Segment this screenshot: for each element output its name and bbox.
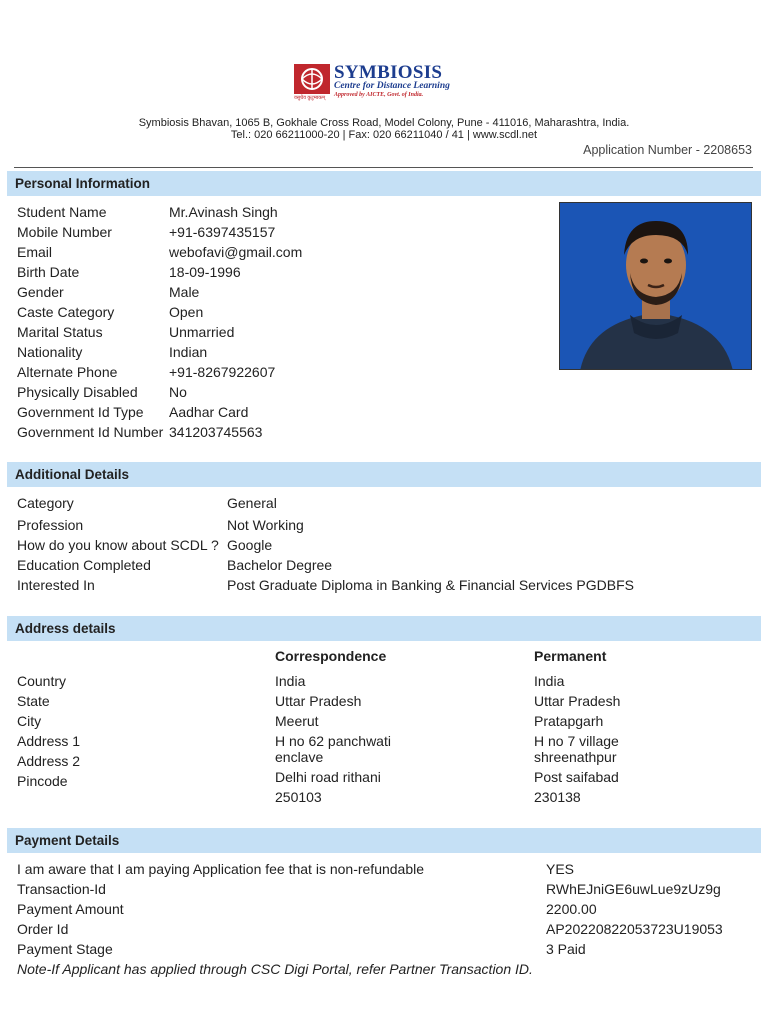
- label-how-know-scdl: How do you know about SCDL ?: [17, 537, 219, 553]
- value-fee-awareness: YES: [546, 861, 575, 877]
- value-caste-category: Open: [169, 304, 204, 320]
- permanent-address-1-cont: shreenathpur: [534, 749, 617, 765]
- value-category: General: [227, 495, 277, 511]
- logo-subtitle: Centre for Distance Learning: [334, 81, 450, 91]
- logo-approved: Approved by AICTE, Govt. of India.: [334, 92, 424, 98]
- header-divider: [14, 167, 753, 168]
- value-government-id-number: 341203745563: [169, 424, 263, 440]
- label-mobile-number: Mobile Number: [17, 224, 112, 240]
- label-order-id: Order Id: [17, 921, 69, 937]
- section-payment-details: Payment Details: [7, 828, 761, 853]
- value-gender: Male: [169, 284, 200, 300]
- label-payment-amount: Payment Amount: [17, 901, 124, 917]
- permanent-country: India: [534, 673, 565, 689]
- application-number: Application Number - 2208653: [583, 143, 752, 157]
- permanent-city: Pratapgarh: [534, 713, 604, 729]
- label-category: Category: [17, 495, 74, 511]
- correspondence-pincode: 250103: [275, 789, 322, 805]
- label-interested-in: Interested In: [17, 577, 95, 593]
- address-line-1: Symbiosis Bhavan, 1065 B, Gokhale Cross Road, Model Colony, Pune - 411016, Maharashtra, India.: [138, 117, 630, 129]
- label-pincode: Pincode: [17, 773, 68, 789]
- label-government-id-number: Government Id Number: [17, 424, 164, 440]
- student-portrait-image: [560, 203, 752, 370]
- label-state: State: [17, 693, 50, 709]
- label-transaction-id: Transaction-Id: [17, 881, 106, 897]
- value-order-id: AP20220822053723U19053: [546, 921, 723, 937]
- label-alternate-phone: Alternate Phone: [17, 364, 118, 380]
- label-birth-date: Birth Date: [17, 264, 80, 280]
- label-address-2: Address 2: [17, 753, 81, 769]
- label-gender: Gender: [17, 284, 64, 300]
- label-email: Email: [17, 244, 53, 260]
- value-payment-amount: 2200.00: [546, 901, 597, 917]
- label-education-completed: Education Completed: [17, 557, 151, 573]
- value-transaction-id: RWhEJniGE6uwLue9zUz9g: [546, 881, 721, 897]
- label-physically-disabled: Physically Disabled: [17, 384, 138, 400]
- label-fee-awareness: I am aware that I am paying Application fee that is non-refundable: [17, 861, 425, 877]
- value-payment-stage: 3 Paid: [546, 941, 586, 957]
- section-personal-information: Personal Information: [7, 171, 761, 196]
- correspondence-country: India: [275, 673, 306, 689]
- value-how-know-scdl: Google: [227, 537, 273, 553]
- value-profession: Not Working: [227, 517, 304, 533]
- label-address-1: Address 1: [17, 733, 81, 749]
- column-permanent: Permanent: [534, 648, 607, 664]
- label-student-name: Student Name: [17, 204, 107, 220]
- permanent-pincode: 230138: [534, 789, 581, 805]
- section-address-details: Address details: [7, 616, 761, 641]
- value-interested-in: Post Graduate Diploma in Banking & Financial Services PGDBFS: [227, 577, 634, 593]
- value-birth-date: 18-09-1996: [169, 264, 241, 280]
- value-email: webofavi@gmail.com: [169, 244, 303, 260]
- correspondence-address-2: Delhi road rithani: [275, 769, 381, 785]
- permanent-state: Uttar Pradesh: [534, 693, 621, 709]
- value-government-id-type: Aadhar Card: [169, 404, 249, 420]
- permanent-address-1: H no 7 village: [534, 733, 619, 749]
- value-student-name: Mr.Avinash Singh: [169, 204, 278, 220]
- symbiosis-emblem-icon: [294, 64, 330, 96]
- value-physically-disabled: No: [169, 384, 187, 400]
- label-caste-category: Caste Category: [17, 304, 115, 320]
- logo-tagline: वसुधैव कुटुम्बकम्: [294, 95, 326, 101]
- permanent-address-2: Post saifabad: [534, 769, 619, 785]
- student-photo: [559, 202, 752, 370]
- payment-note: Note-If Applicant has applied through CSC Digi Portal, refer Partner Transaction ID.: [17, 961, 533, 977]
- label-city: City: [17, 713, 42, 729]
- symbiosis-logo: [294, 62, 470, 102]
- value-marital-status: Unmarried: [169, 324, 235, 340]
- label-profession: Profession: [17, 517, 84, 533]
- label-nationality: Nationality: [17, 344, 83, 360]
- section-additional-details: Additional Details: [7, 462, 761, 487]
- value-mobile-number: +91-6397435157: [169, 224, 276, 240]
- correspondence-address-1: H no 62 panchwati: [275, 733, 391, 749]
- value-education-completed: Bachelor Degree: [227, 557, 333, 573]
- column-correspondence: Correspondence: [275, 648, 387, 664]
- address-line-2: Tel.: 020 66211000-20 | Fax: 020 66211040 / 41 | www.scdl.net: [230, 129, 538, 141]
- label-marital-status: Marital Status: [17, 324, 103, 340]
- label-payment-stage: Payment Stage: [17, 941, 113, 957]
- label-country: Country: [17, 673, 67, 689]
- value-nationality: Indian: [169, 344, 208, 360]
- correspondence-city: Meerut: [275, 713, 319, 729]
- logo-name: SYMBIOSIS: [334, 62, 443, 83]
- correspondence-state: Uttar Pradesh: [275, 693, 362, 709]
- correspondence-address-1-cont: enclave: [275, 749, 324, 765]
- label-government-id-type: Government Id Type: [17, 404, 144, 420]
- value-alternate-phone: +91-8267922607: [169, 364, 276, 380]
